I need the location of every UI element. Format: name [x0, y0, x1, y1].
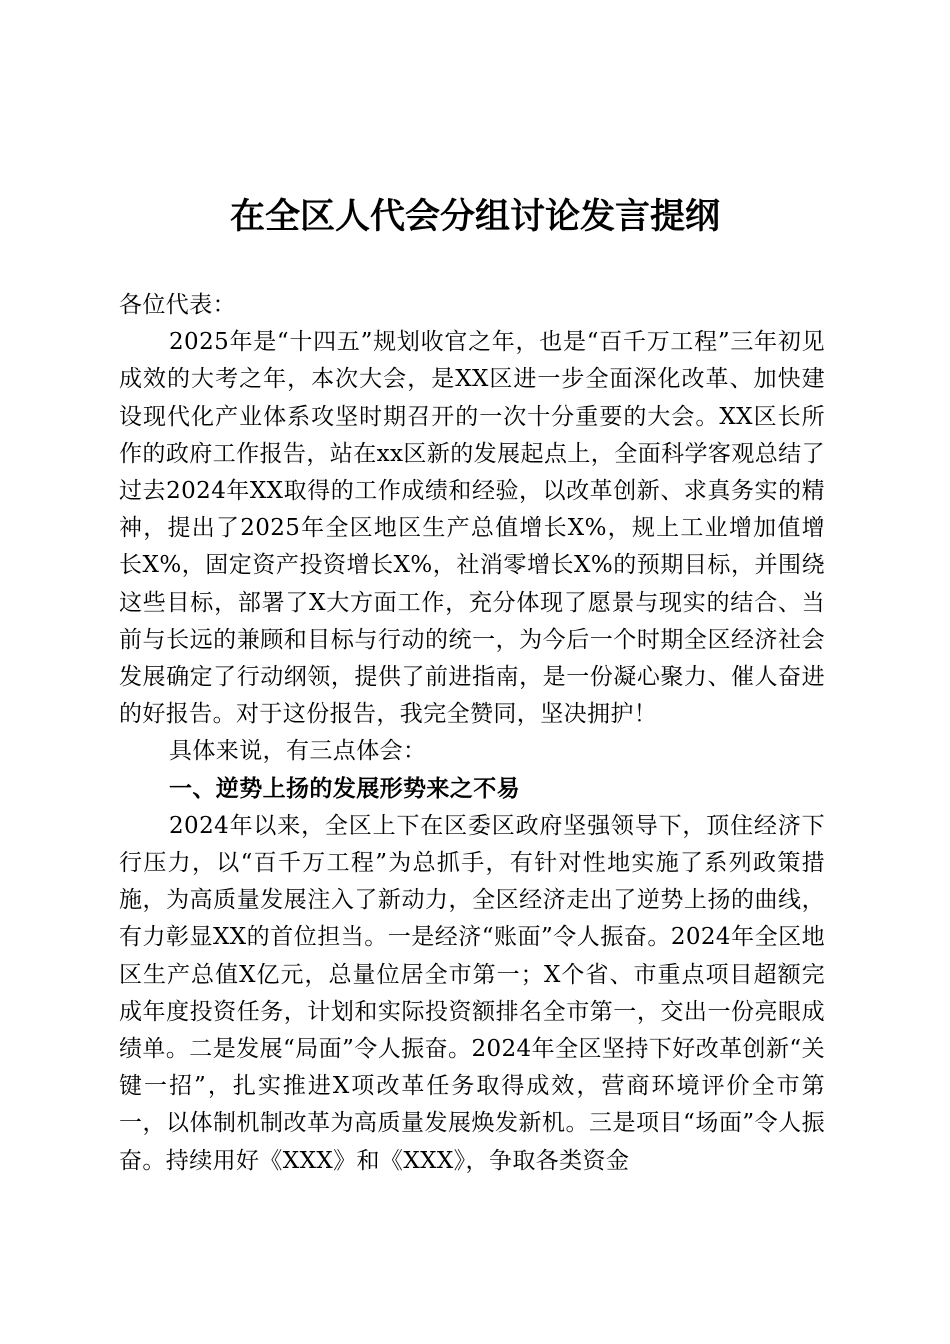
- document-title: 在全区人代会分组讨论发言提纲: [229, 196, 720, 237]
- document-body: [119, 287, 825, 1180]
- paragraph-section-1: 2024年以来，全区上下在区委区政府坚强领导下，顶住经济下行压力，以“百千万工程”为总抓手，有针对性地实施了系列政策措施，为高质量发展注入了新动力，全区经济走出了逆势上扬的曲线，有力彰显XX的首位担当。一是经济“账面”令人振奋。2024年全区地区生产总值X亿元，总量位居全市第一；X个省、市重点项目超额完成年度投资任务，计划和实际投资额排名全市第一，交出一份亮眼成绩单。二是发展“局面”令人振奋。2024年全区坚持下好改革创新“关键一招”，扎实推进X项改革任务取得成效，营商环境评价全市第一，以体制机制改革为高质量发展焕发新机。三是项目“场面”令人振奋。持续用好《XXX》和《XXX》，争取各类资金: [119, 812, 825, 1174]
- paragraph-points-intro: 具体来说，有三点体会：: [169, 738, 427, 765]
- paragraph-intro: 2025年是“十四五”规划收官之年，也是“百千万工程”三年初见成效的大考之年，本次大会，是XX区进一步全面深化改革、加快建设现代化产业体系攻坚时期召开的一次十分重要的大会。XX区长所作的政府工作报告，站在xx区新的发展起点上，全面科学客观总结了过去2024年XX取得的工作成绩和经验，以改革创新、求真务实的精神，提出了2025年全区地区生产总值增长X%，规上工业增加值增长X%，固定资产投资增长X%，社消零增长X%的预期目标，并围绕这些目标，部署了X大方面工作，充分体现了愿景与现实的结合、当前与长远的兼顾和目标与行动的统一，为今后一个时期全区经济社会发展确定了行动纲领，提供了前进指南，是一份凝心聚力、催人奋进的好报告。对于这份报告，我完全赞同，坚决拥护！: [119, 329, 825, 728]
- salutation: 各位代表：: [119, 292, 236, 318]
- section-heading-1: 一、逆势上扬的发展形势来之不易: [169, 775, 520, 802]
